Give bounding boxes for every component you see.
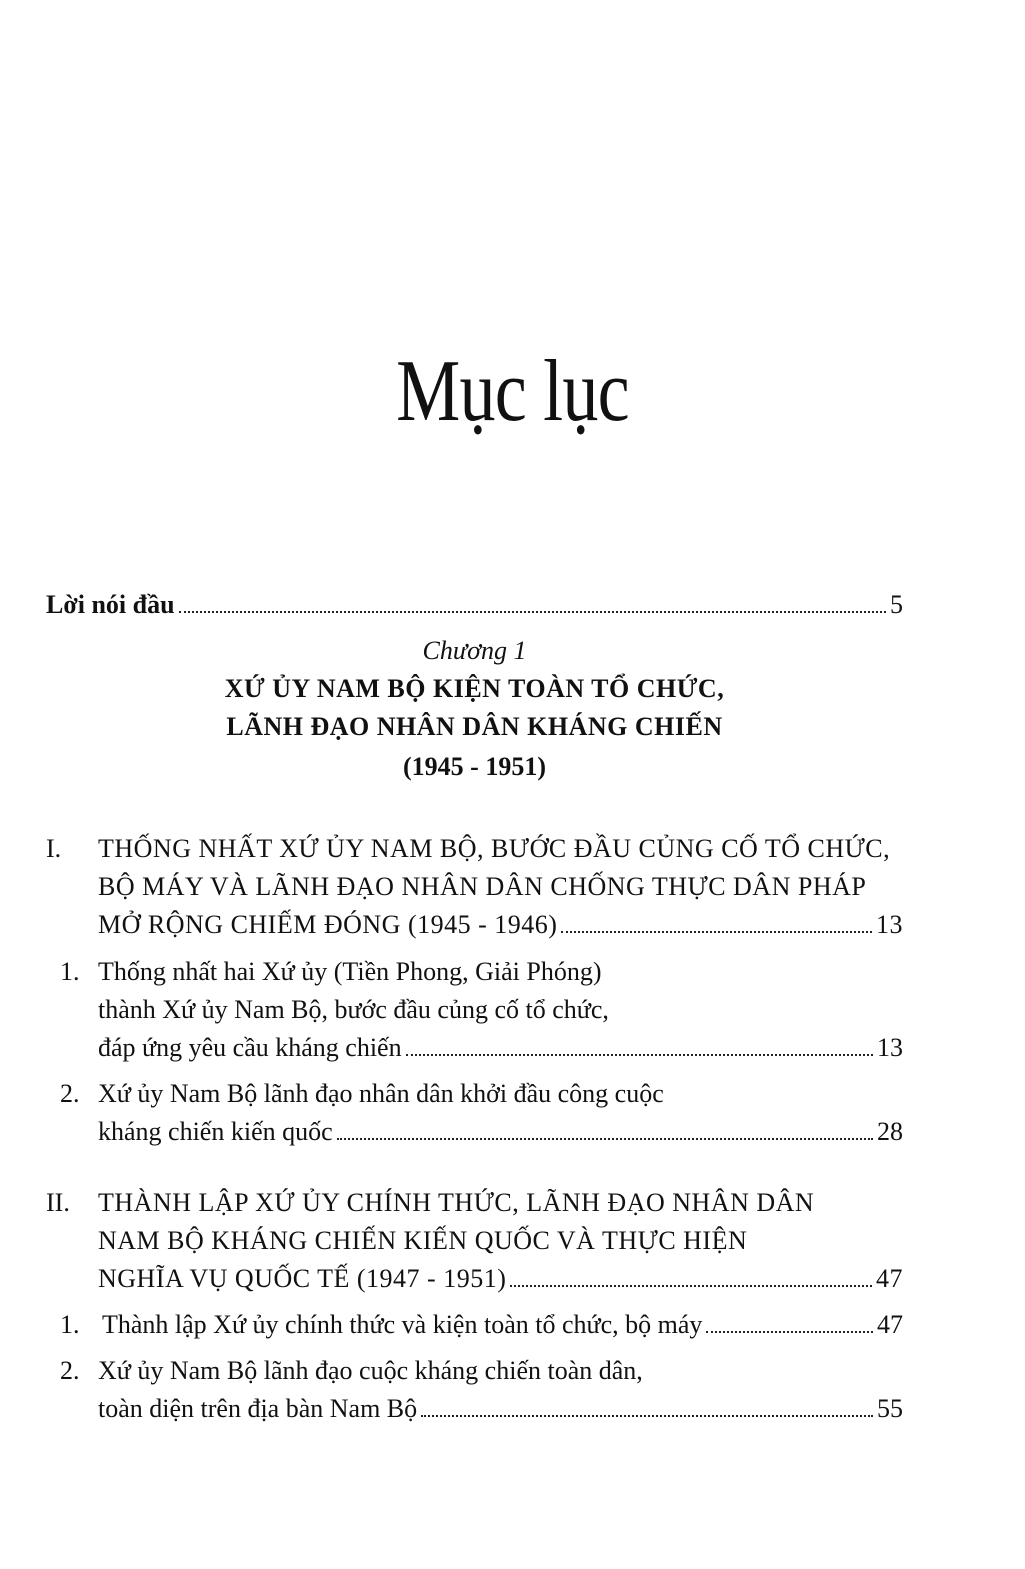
item-title-line: kháng chiến kiến quốc — [98, 1117, 333, 1146]
toc-entry-item-2-2[interactable] — [98, 1392, 903, 1426]
item-number: 2. — [60, 1079, 80, 1108]
page-number: 47 — [876, 1264, 903, 1293]
page-number: 47 — [877, 1310, 903, 1339]
section-title-line: MỞ RỘNG CHIẾM ĐÓNG (1945 - 1946) — [98, 910, 558, 939]
page-number: 28 — [877, 1117, 903, 1146]
dot-leader — [406, 1054, 873, 1056]
preface-label: Lời nói đầu — [46, 590, 175, 619]
toc-entry-preface[interactable] — [46, 588, 903, 622]
page-number: 13 — [877, 1033, 903, 1062]
dot-leader — [179, 611, 886, 613]
section-title-line: BỘ MÁY VÀ LÃNH ĐẠO NHÂN DÂN CHỐNG THỰC DÂN PHÁP — [98, 872, 867, 901]
page-number: 55 — [877, 1394, 903, 1423]
dot-leader — [706, 1331, 873, 1333]
section-title-line: THÀNH LẬP XỨ ỦY CHÍNH THỨC, LÃNH ĐẠO NHÂN DÂN — [98, 1188, 815, 1217]
chapter-years: (1945 - 1951) — [403, 752, 546, 781]
section-title-line: THỐNG NHẤT XỨ ỦY NAM BỘ, BƯỚC ĐẦU CỦNG CỐ TỔ CHỨC, — [98, 834, 891, 863]
item-number: 1. — [60, 1310, 80, 1339]
item-title-line: Thống nhất hai Xứ ủy (Tiền Phong, Giải Phóng) — [98, 957, 602, 986]
page-title: Mục lục — [396, 343, 629, 440]
dot-leader — [561, 931, 872, 933]
section-title-line: NGHĨA VỤ QUỐC TẾ (1947 - 1951) — [98, 1264, 507, 1293]
item-title-line: Xứ ủy Nam Bộ lãnh đạo cuộc kháng chiến toàn dân, — [98, 1356, 643, 1385]
dot-leader — [337, 1138, 873, 1140]
dot-leader — [421, 1415, 873, 1417]
section-number: II. — [46, 1188, 70, 1217]
page-number: 5 — [890, 590, 903, 619]
toc-entry-item-2-1[interactable] — [102, 1308, 903, 1342]
toc-entry-section-2[interactable] — [98, 1262, 903, 1296]
section-title-line: NAM BỘ KHÁNG CHIẾN KIẾN QUỐC VÀ THỰC HIỆN — [98, 1226, 748, 1255]
item-title-line: Xứ ủy Nam Bộ lãnh đạo nhân dân khởi đầu công cuộc — [98, 1079, 664, 1108]
item-title-line: toàn diện trên địa bàn Nam Bộ — [98, 1394, 418, 1423]
item-title-line: thành Xứ ủy Nam Bộ, bước đầu củng cố tổ chức, — [98, 995, 609, 1024]
dot-leader — [510, 1285, 872, 1287]
item-number: 1. — [60, 957, 80, 986]
toc-entry-section-1[interactable] — [98, 908, 903, 942]
chapter-title-line-2: LÃNH ĐẠO NHÂN DÂN KHÁNG CHIẾN — [226, 712, 723, 741]
chapter-title-line-1: XỨ ỦY NAM BỘ KIỆN TOÀN TỔ CHỨC, — [224, 674, 725, 703]
item-title-line: đáp ứng yêu cầu kháng chiến — [98, 1033, 402, 1062]
section-number: I. — [46, 834, 62, 863]
item-title-line: Thành lập Xứ ủy chính thức và kiện toàn tổ chức, bộ máy — [102, 1310, 703, 1339]
page-number: 13 — [876, 910, 903, 939]
toc-entry-item-1-1[interactable] — [98, 1031, 903, 1065]
toc-entry-item-1-2[interactable] — [98, 1115, 903, 1149]
chapter-label: Chương 1 — [422, 636, 527, 665]
item-number: 2. — [60, 1356, 80, 1385]
